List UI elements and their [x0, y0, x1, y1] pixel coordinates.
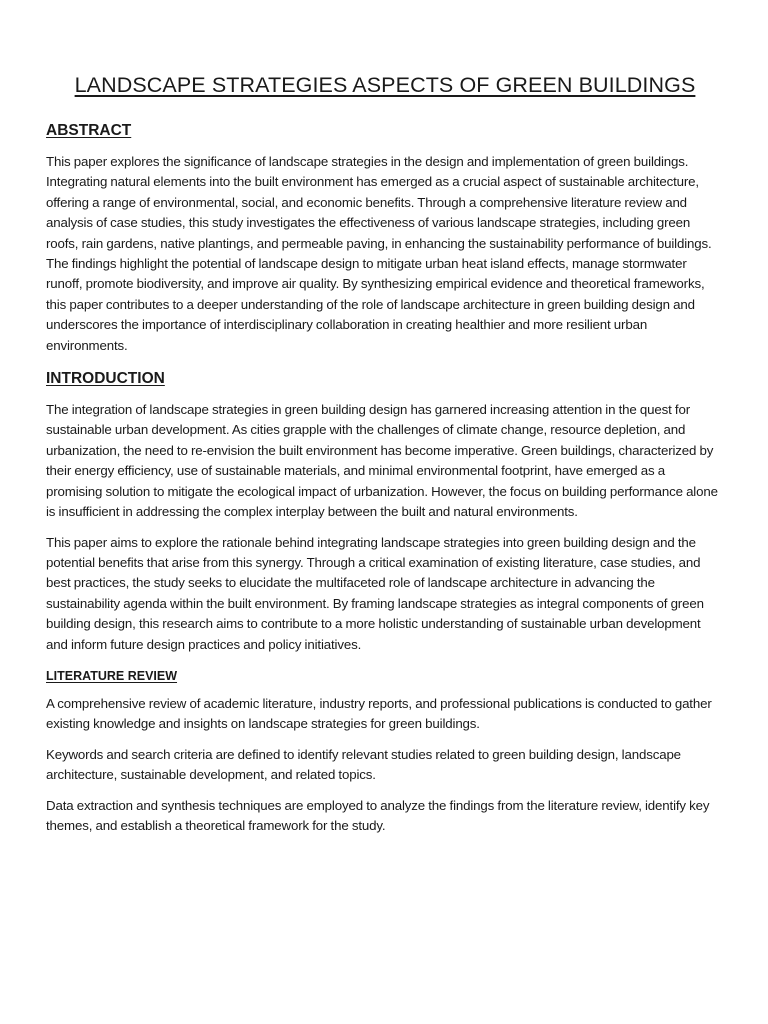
literature-review-heading: LITERATURE REVIEW [46, 668, 178, 683]
introduction-section [46, 368, 724, 655]
document-title: LANDSCAPE STRATEGIES ASPECTS OF GREEN BUILDINGS [74, 73, 696, 97]
abstract-heading: ABSTRACT [46, 122, 132, 139]
introduction-paragraph-1: The integration of landscape strategies in green building design has garnered increasing attention in the quest for sustainable urban development. As cities grapple with the challenges of climate change, resource depletion, and urbanization, the need to re-envision the built environment has become imperative. Green buildings, characterized by their energy efficiency, use of sustainable materials, and minimal environmental footprint, have emerged as a promising solution to mitigate the ecological impact of urbanization. However, the focus on building performance alone is insufficient in addressing the complex interplay between the built and natural environments. [46, 402, 718, 520]
introduction-heading: INTRODUCTION [46, 370, 165, 388]
abstract-paragraph: This paper explores the significance of landscape strategies in the design and implementation of green buildings. Integrating natural elements into the built environment has emerged as a crucial aspect of sustainable architecture, offering a range of environmental, social, and economic benefits. Through a comprehensive literature review and analysis of case studies, this study investigates the effectiveness of various landscape strategies, including green roofs, rain gardens, native plantings, and permeable paving, in enhancing the sustainability performance of buildings. The findings highlight the potential of landscape design to mitigate urban heat island effects, manage stormwater runoff, promote biodiversity, and improve air quality. By synthesizing empirical evidence and theoretical frameworks, this paper contributes to a deeper understanding of the role of landscape architecture in green building design and underscores the importance of interdisciplinary collaboration in creating healthier and more resilient urban environments. [46, 154, 712, 353]
literature-review-paragraph-1: A comprehensive review of academic literature, industry reports, and professional publications is conducted to gather existing knowledge and insights on landscape strategies for green buildings. [46, 695, 712, 732]
literature-review-section [46, 667, 724, 836]
literature-review-paragraph-2: Keywords and search criteria are defined to identify relevant studies related to green building design, landscape architecture, sustainable development, and related topics. [46, 746, 681, 783]
document-page [46, 70, 724, 846]
literature-review-paragraph-3: Data extraction and synthesis techniques are employed to analyze the findings from the literature review, identify key themes, and establish a theoretical framework for the study. [46, 797, 710, 833]
introduction-paragraph-2: This paper aims to explore the rationale behind integrating landscape strategies into green building design and the potential benefits that arise from this synergy. Through a critical examination of existing literature, case studies, and best practices, the study seeks to elucidate the multifaceted role of landscape architecture in advancing the sustainability agenda within the built environment. By framing landscape strategies as integral components of green building design, this research aims to contribute to a more holistic understanding of sustainable urban development and inform future design practices and policy initiatives. [46, 534, 704, 652]
abstract-section [46, 120, 724, 356]
